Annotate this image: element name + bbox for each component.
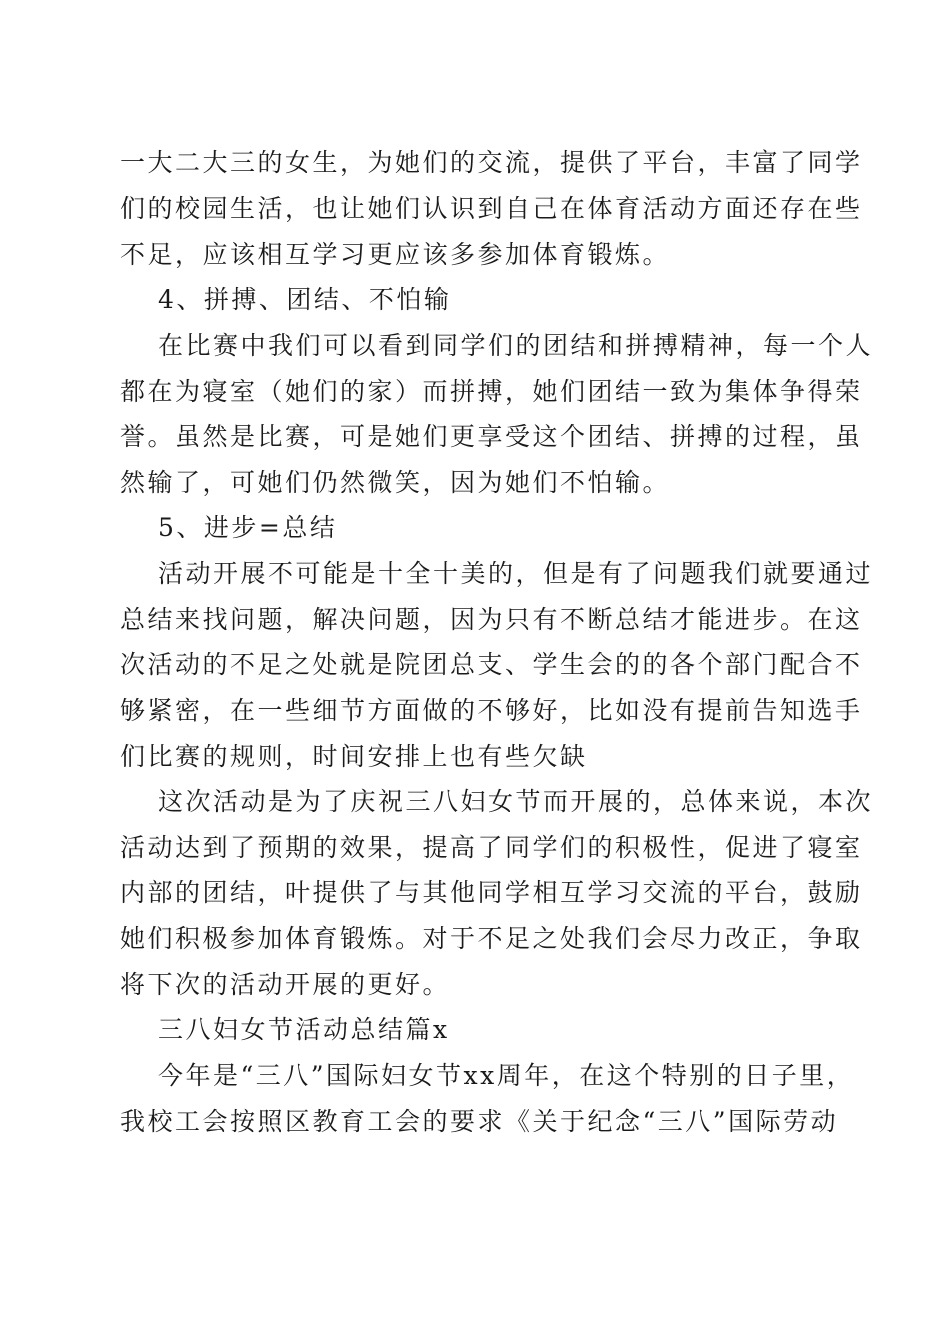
text-line: 今年是“三八”国际妇女节xx周年，在这个特别的日子里， xyxy=(158,1061,855,1090)
text-line: 次活动的不足之处就是院团总支、学生会的的各个部门配合不 xyxy=(120,650,863,679)
text-line: 内部的团结，叶提供了与其他同学相互学习交流的平台，鼓励 xyxy=(120,878,863,907)
text-line: 这次活动是为了庆祝三八妇女节而开展的，总体来说，本次 xyxy=(158,787,874,816)
text-line: 们比赛的规则，时间安排上也有些欠缺 xyxy=(120,742,588,771)
section-heading: 4、拼搏、团结、不怕输 xyxy=(158,285,452,314)
text-line: 她们积极参加体育锻炼。对于不足之处我们会尽力改正，争取 xyxy=(120,924,863,953)
text-line: 在比赛中我们可以看到同学们的团结和拼搏精神，每一个人 xyxy=(158,331,874,360)
text-line: 活动开展不可能是十全十美的，但是有了问题我们就要通过 xyxy=(158,559,874,588)
text-line: 活动达到了预期的效果，提高了同学们的积极性，促进了寝室 xyxy=(120,833,863,862)
text-line: 们的校园生活，也让她们认识到自己在体育活动方面还存在些 xyxy=(120,194,863,223)
text-line: 总结来找问题，解决问题，因为只有不断总结才能进步。在这 xyxy=(120,605,863,634)
text-line: 都在为寝室（她们的家）而拼搏，她们团结一致为集体争得荣 xyxy=(120,377,863,406)
text-line: 一大二大三的女生，为她们的交流，提供了平台，丰富了同学 xyxy=(120,148,863,177)
text-line: 不足，应该相互学习更应该多参加体育锻炼。 xyxy=(120,240,671,269)
text-line: 然输了，可她们仍然微笑，因为她们不怕输。 xyxy=(120,468,671,497)
section-title: 三八妇女节活动总结篇x xyxy=(158,1015,450,1044)
section-heading: 5、进步=总结 xyxy=(158,513,338,542)
text-line: 我校工会按照区教育工会的要求《关于纪念“三八”国际劳动 xyxy=(120,1107,839,1136)
text-line: 够紧密，在一些细节方面做的不够好，比如没有提前告知选手 xyxy=(120,696,863,725)
text-line: 将下次的活动开展的更好。 xyxy=(120,970,451,999)
text-line: 誉。虽然是比赛，可是她们更享受这个团结、拼搏的过程，虽 xyxy=(120,422,863,451)
